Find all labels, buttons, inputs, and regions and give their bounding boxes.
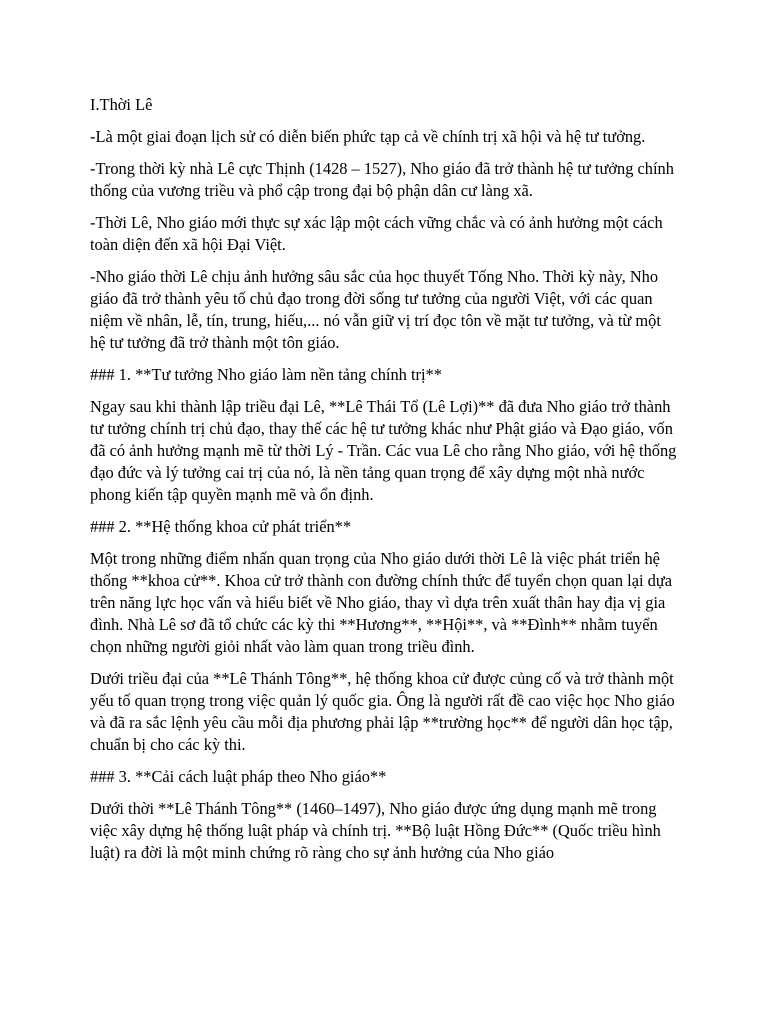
paragraph-hong-duc-code: Dưới thời **Lê Thánh Tông** (1460–1497), Nho giáo được ứng dụng mạnh mẽ trong việc xây dựng hệ thống luật pháp và chính trị. **Bộ luật Hồng Đức** (Quốc triều hình luật) ra đời là một minh chứng rõ ràng cho sự ảnh hưởng của Nho giáo <box>90 799 661 862</box>
heading-legal-reform: ### 3. **Cải cách luật pháp theo Nho giáo** <box>90 767 387 786</box>
paragraph-tong-nho: -Nho giáo thời Lê chịu ảnh hưởng sâu sắc của học thuyết Tống Nho. Thời kỳ này, Nho giáo đã trở thành yêu tố chủ đạo trong đời sống tư tưởng của người Việt, với các quan niệm về nhân, lễ, tín, trung, hiếu,... nó vẫn giữ vị trí đọc tôn về mặt tư tưởng, và từ một hệ tư tưởng đã trở thành một tôn giáo. <box>90 267 661 352</box>
paragraph-thinh-period: -Trong thời kỳ nhà Lê cực Thịnh (1428 – 1527), Nho giáo đã trở thành hệ tư tưởng chính thống của vương triều và phổ cập trong đại bộ phận dân cư làng xã. <box>90 159 674 200</box>
paragraph-examinations: Một trong những điểm nhấn quan trọng của Nho giáo dưới thời Lê là việc phát triển hệ thống **khoa cử**. Khoa cử trở thành con đường chính thức để tuyển chọn quan lại dựa trên năng lực học vấn và hiểu biết về Nho giáo, thay vì dựa trên xuất thân hay địa vị gia đình. Nhà Lê sơ đã tổ chức các kỳ thi **Hương**, **Hội**, và **Đình** nhằm tuyển chọn những người giỏi nhất vào làm quan trong triều đình. <box>90 549 673 656</box>
heading-political-foundation: ### 1. **Tư tưởng Nho giáo làm nền tảng chính trị** <box>90 365 442 384</box>
paragraph-establishment: -Thời Lê, Nho giáo mới thực sự xác lập một cách vững chắc và có ảnh hưởng một cách toàn diện đến xã hội Đại Việt. <box>90 213 663 254</box>
paragraph-le-thai-to: Ngay sau khi thành lập triều đại Lê, **Lê Thái Tổ (Lê Lợi)** đã đưa Nho giáo trở thành tư tưởng chính trị chủ đạo, thay thế các hệ tư tưởng khác như Phật giáo và Đạo giáo, vốn đã có ảnh hưởng mạnh mẽ từ thời Lý - Trần. Các vua Lê cho rằng Nho giáo, với hệ thống đạo đức và lý tưởng cai trị của nó, là nền tảng quan trọng để xây dựng một nhà nước phong kiến tập quyền mạnh mẽ và ổn định. <box>90 397 677 504</box>
document-page <box>90 94 680 874</box>
heading-examination-system: ### 2. **Hệ thống khoa cử phát triển** <box>90 517 352 536</box>
section-title: I.Thời Lê <box>90 95 153 114</box>
paragraph-le-thanh-tong: Dưới triều đại của **Lê Thánh Tông**, hệ thống khoa cử được củng cố và trở thành một yếu tố quan trọng trong việc quản lý quốc gia. Ông là người rất đề cao việc học Nho giáo và đã ra sắc lệnh yêu cầu mỗi địa phương phải lập **trường học** để người dân học tập, chuẩn bị cho các kỳ thi. <box>90 669 675 754</box>
paragraph-intro: -Là một giai đoạn lịch sử có diễn biến phức tạp cả về chính trị xã hội và hệ tư tưởng. <box>90 127 646 146</box>
